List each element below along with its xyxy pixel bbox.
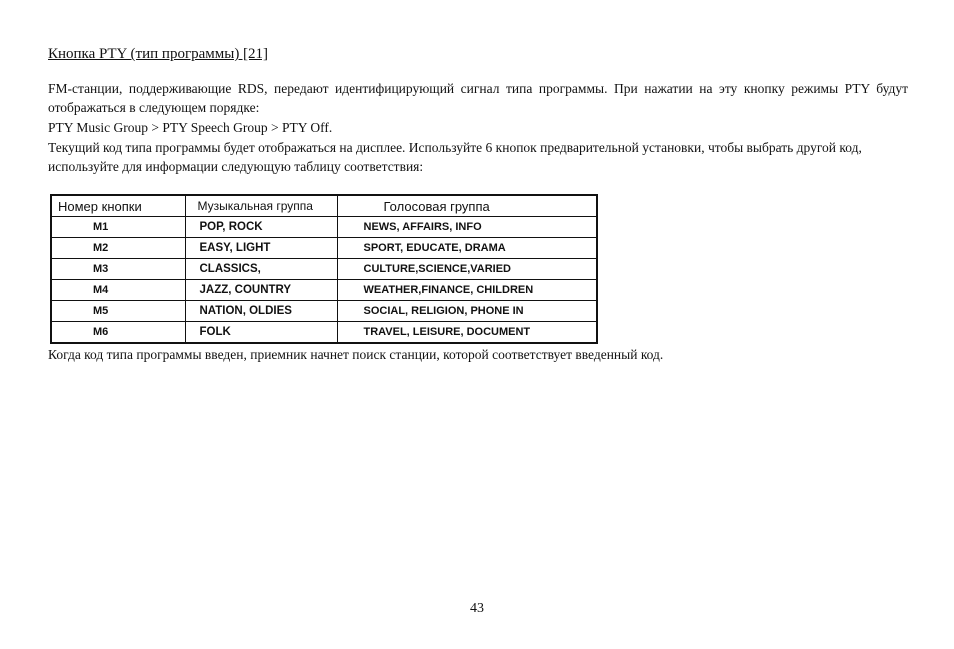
cell-speech: NEWS, AFFAIRS, INFO bbox=[337, 217, 597, 238]
table-row bbox=[51, 280, 597, 301]
cell-button: M2 bbox=[51, 238, 185, 259]
pty-code-table bbox=[50, 194, 598, 344]
paragraph-search-note: Когда код типа программы введен, приемник начнет поиск станции, которой соответствует введенный код. bbox=[48, 347, 664, 362]
cell-music: JAZZ, COUNTRY bbox=[185, 280, 337, 301]
page-number: 43 bbox=[470, 601, 484, 616]
table-row bbox=[51, 259, 597, 280]
cell-music: NATION, OLDIES bbox=[185, 301, 337, 322]
cell-button: M1 bbox=[51, 217, 185, 238]
table-row bbox=[51, 301, 597, 322]
cell-speech: SOCIAL, RELIGION, PHONE IN bbox=[337, 301, 597, 322]
section-heading: Кнопка PTY (тип программы) [21] bbox=[48, 46, 269, 62]
header-button-number: Номер кнопки bbox=[51, 195, 185, 217]
cell-speech: CULTURE,SCIENCE,VARIED bbox=[337, 259, 597, 280]
paragraph-intro: FM-станции, поддерживающие RDS, передают идентифицирующий сигнал типа программы. При нажатии на эту кнопку режимы PTY будут отображаться в следующем порядке: bbox=[48, 81, 908, 115]
cell-music: CLASSICS, bbox=[185, 259, 337, 280]
cell-button: M5 bbox=[51, 301, 185, 322]
header-speech-group: Голосовая группа bbox=[337, 195, 597, 217]
table-row bbox=[51, 217, 597, 238]
cell-music: FOLK bbox=[185, 322, 337, 344]
cell-music: EASY, LIGHT bbox=[185, 238, 337, 259]
cell-button: M3 bbox=[51, 259, 185, 280]
table-header-row bbox=[51, 195, 597, 217]
paragraph-mode-order: PTY Music Group > PTY Speech Group > PTY Off. bbox=[48, 120, 333, 135]
table-row bbox=[51, 322, 597, 344]
cell-button: M6 bbox=[51, 322, 185, 344]
cell-speech: TRAVEL, LEISURE, DOCUMENT bbox=[337, 322, 597, 344]
cell-music: POP, ROCK bbox=[185, 217, 337, 238]
paragraph-instructions: Текущий код типа программы будет отображаться на дисплее. Используйте 6 кнопок предварительной установки, чтобы выбрать другой код, используйте для информации следующую таблицу соответствия: bbox=[48, 140, 862, 174]
table-row bbox=[51, 238, 597, 259]
header-music-group: Музыкальная группа bbox=[185, 195, 337, 217]
cell-speech: SPORT, EDUCATE, DRAMA bbox=[337, 238, 597, 259]
cell-speech: WEATHER,FINANCE, CHILDREN bbox=[337, 280, 597, 301]
cell-button: M4 bbox=[51, 280, 185, 301]
